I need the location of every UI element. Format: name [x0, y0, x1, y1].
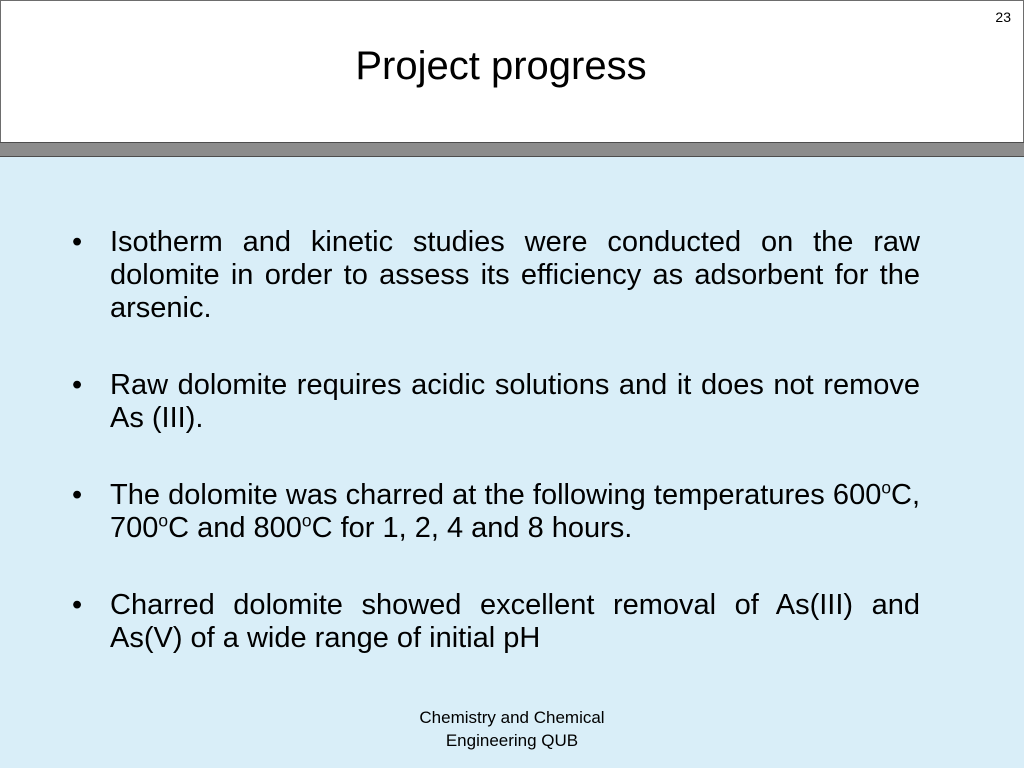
bullet-text: Raw dolomite requires acidic solutions and it does not remove As (III).: [110, 369, 920, 434]
bullet-text-part: C, 700: [110, 479, 920, 544]
footer-line: Chemistry and Chemical: [419, 708, 605, 727]
header-divider-bar: [0, 142, 1024, 157]
bullet-text-part: C and 800: [168, 512, 302, 544]
degree-superscript: o: [301, 510, 312, 531]
bullet-text-part: The dolomite was charred at the following temperatures 600: [110, 479, 882, 511]
bullet-text: Charred dolomite showed excellent removal of As(III) and As(V) of a wide range of initial pH: [110, 589, 920, 654]
degree-superscript: o: [881, 477, 891, 498]
page-number: 23: [995, 9, 1011, 25]
bullet-item: [72, 226, 920, 325]
slide-title: Project progress: [355, 44, 647, 88]
bullet-item: [72, 479, 920, 545]
slide-footer: [362, 706, 662, 752]
bullet-item: [72, 589, 920, 655]
slide-header: [0, 0, 1024, 143]
footer-line: Engineering QUB: [445, 731, 579, 750]
bullet-list: [72, 226, 920, 699]
degree-superscript: o: [158, 510, 169, 531]
bullet-item: [72, 369, 920, 435]
bullet-text-part: C for 1, 2, 4 and 8 hours.: [311, 512, 633, 544]
bullet-text: Isotherm and kinetic studies were conducted on the raw dolomite in order to assess its efficiency as adsorbent for the arsenic.: [110, 226, 920, 324]
